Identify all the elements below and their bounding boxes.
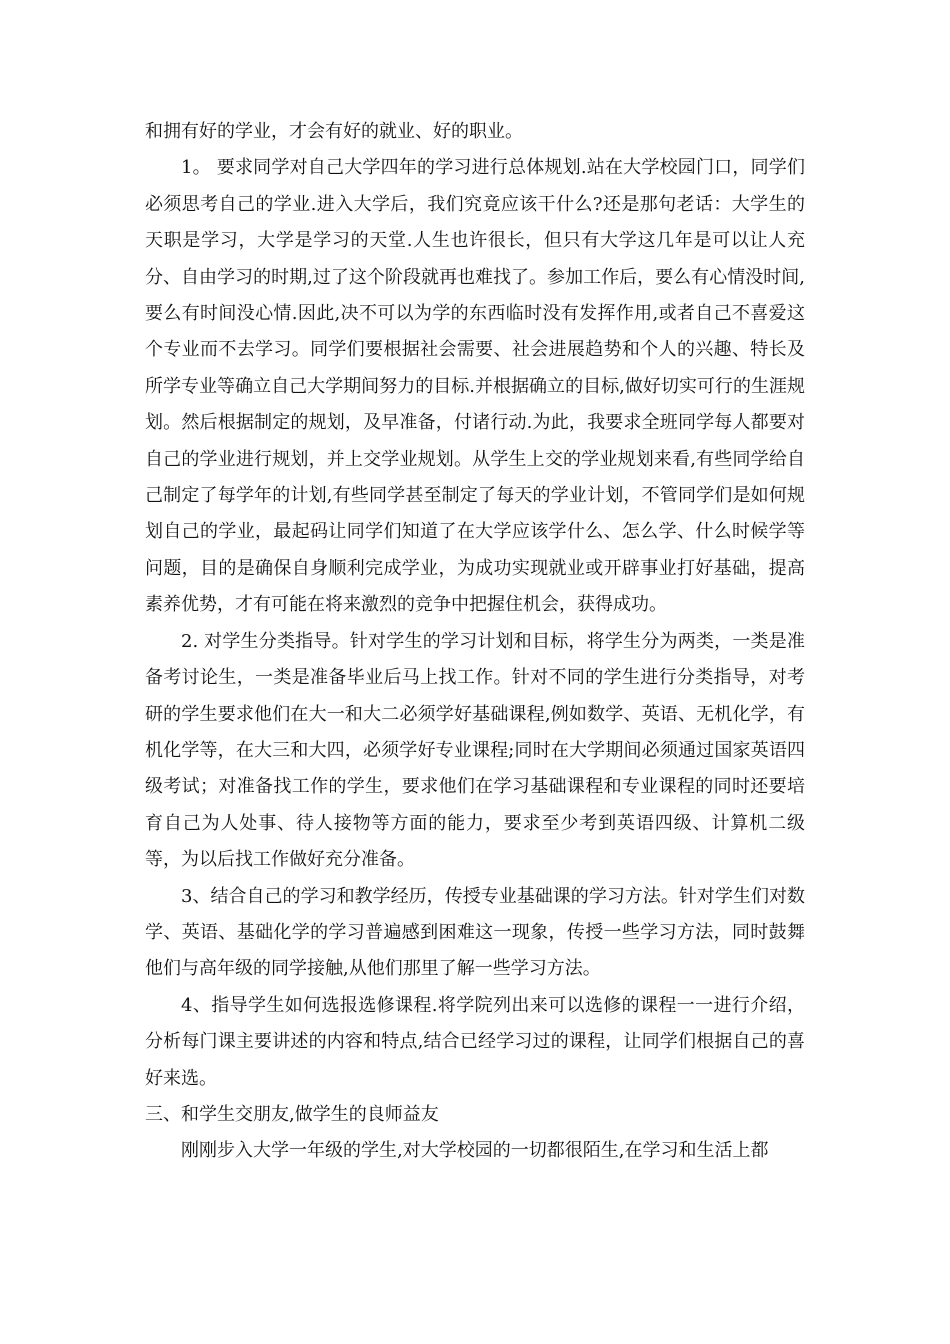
paragraph-item-1: 1。 要求同学对自己大学四年的学习进行总体规划.站在大学校园门口，同学们必须思考自己的学业.进入大学后，我们究竟应该干什么?还是那句老话：大学生的天职是学习，大学是学习的天堂.人生也许很长，但只有大学这几年是可以让人充分、自由学习的时期,过了这个阶段就再也难找了。参加工作后，要么有心情没时间,要么有时间没心情.因此,决不可以为学的东西临时没有发挥作用,或者自己不喜爱这个专业而不去学习。同学们要根据社会需要、社会进展趋势和个人的兴趣、特长及所学专业等确立自己大学期间努力的目标.并根据确立的目标,做好切实可行的生涯规划。然后根据制定的规划，及早准备，付诸行动.为此，我要求全班同学每人都要对自己的学业进行规划，并上交学业规划。从学生上交的学业规划来看,有些同学给自己制定了每学年的计划,有些同学甚至制定了每天的学业计划，不管同学们是如何规划自己的学业，最起码让同学们知道了在大学应该学什么、怎么学、什么时候学等问题，目的是确保自身顺利完成学业，为成功实现就业或开辟事业打好基础，提高素养优势，才有可能在将来激烈的竞争中把握住机会，获得成功。	[145, 157, 805, 616]
section-heading: 三、和学生交朋友,做学生的良师益友	[145, 1103, 439, 1125]
paragraph-section-intro: 刚刚步入大学一年级的学生,对大学校园的一切都很陌生,在学习和生活上都	[181, 1140, 769, 1162]
document-body	[145, 114, 805, 1170]
paragraph-item-2: 2. 对学生分类指导。针对学生的学习计划和目标，将学生分为两类，一类是准备考讨论生，一类是准备毕业后马上找工作。针对不同的学生进行分类指导，对考研的学生要求他们在大一和大二必须学好基础课程,例如数学、英语、无机化学，有机化学等，在大三和大四，必须学好专业课程;同时在大学期间必须通过国家英语四级考试；对准备找工作的学生，要求他们在学习基础课程和专业课程的同时还要培育自己为人处事、待人接物等方面的能力，要求至少考到英语四级、计算机二级等，为以后找工作做好充分准备。	[145, 630, 805, 871]
paragraph-continuation: 和拥有好的学业，才会有好的就业、好的职业。	[145, 121, 523, 142]
paragraph-item-3: 3、结合自己的学习和教学经历，传授专业基础课的学习方法。针对学生们对数学、英语、基础化学的学习普遍感到困难这一现象，传授一些学习方法，同时鼓舞他们与高年级的同学接触,从他们那里了解一些学习方法。	[145, 885, 805, 980]
paragraph-item-4: 4、指导学生如何选报选修课程.将学院列出来可以选修的课程一一进行介绍，分析每门课主要讲述的内容和特点,结合已经学习过的课程，让同学们根据自己的喜好来选。	[145, 994, 805, 1089]
